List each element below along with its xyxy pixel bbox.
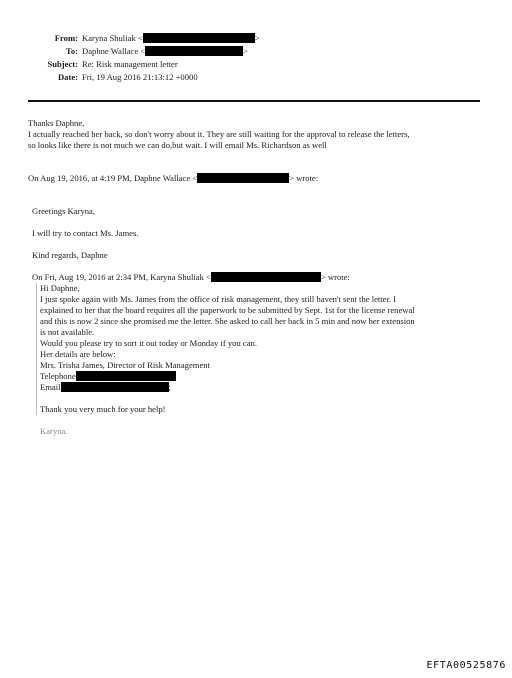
date-label: Date: <box>57 72 78 82</box>
quote-thanks: Thank you very much for your help! <box>40 404 166 414</box>
quote-line: explained to her that the board requires all the paperwork to be submitted by Sept. 1st for the license renewal <box>40 305 415 315</box>
subject-value: Re: Risk management letter <box>82 59 178 69</box>
redaction-block <box>76 371 176 381</box>
to-value: Daphne Wallace < <box>82 46 146 56</box>
redaction-block <box>211 272 321 282</box>
telephone-line: Telephone <box>40 371 176 382</box>
from-label: From: <box>54 33 78 43</box>
from-close: > <box>254 33 260 43</box>
signature: Karyna. <box>40 426 68 436</box>
quote-line: Her details are below: <box>40 349 116 359</box>
quote-attribution: On Fri, Aug 19, 2016 at 2:34 PM, Karyna Shuliak < > wrote: <box>32 272 350 282</box>
quote-line: Would you please try to sort it out today or Monday if you can. <box>40 338 257 348</box>
date-value: Fri, 19 Aug 2016 21:13:12 +0000 <box>82 72 198 82</box>
document-id: EFTA00525876 <box>426 660 506 671</box>
to-label: To: <box>65 46 78 56</box>
redaction-block <box>197 173 289 183</box>
from-value: Karyna Shuliak < <box>82 33 143 43</box>
quote-body: I will try to contact Ms. James. <box>32 228 139 238</box>
quote-line: and this is now 2 since she promised me the letter. She asked to call her back in 5 min and now her extension <box>40 316 415 326</box>
quote-line: Mrs. Trisha James, Director of Risk Management <box>40 360 210 370</box>
header-divider <box>28 100 480 102</box>
quote-attribution: On Aug 19, 2016, at 4:19 PM, Daphne Wallace < > wrote: <box>28 173 319 183</box>
quote-line: is not available. <box>40 327 95 337</box>
subject-label: Subject: <box>47 59 78 69</box>
reply-line: I actually reached her back, so don't worry about it. They are still waiting for the approval to release the letters, <box>28 129 410 139</box>
to-close: > <box>243 46 249 56</box>
quote-line: I just spoke again with Ms. James from the office of risk management, they still haven't sent the letter. I <box>40 294 397 304</box>
redaction-block <box>61 382 169 392</box>
redaction-block <box>145 46 243 56</box>
reply-greeting: Thanks Daphne, <box>28 118 85 128</box>
reply-line: so looks like there is not much we can do,but wait. I will email Ms. Richardson as well <box>28 140 327 150</box>
redaction-block <box>143 33 255 43</box>
quote-bar <box>36 283 37 415</box>
quote-closing: Kind regards, Daphne <box>32 250 108 260</box>
quote-greeting: Hi Daphne, <box>40 283 80 293</box>
email-line: Email ; <box>40 382 171 392</box>
quote-greeting: Greetings Karyna, <box>32 206 95 216</box>
